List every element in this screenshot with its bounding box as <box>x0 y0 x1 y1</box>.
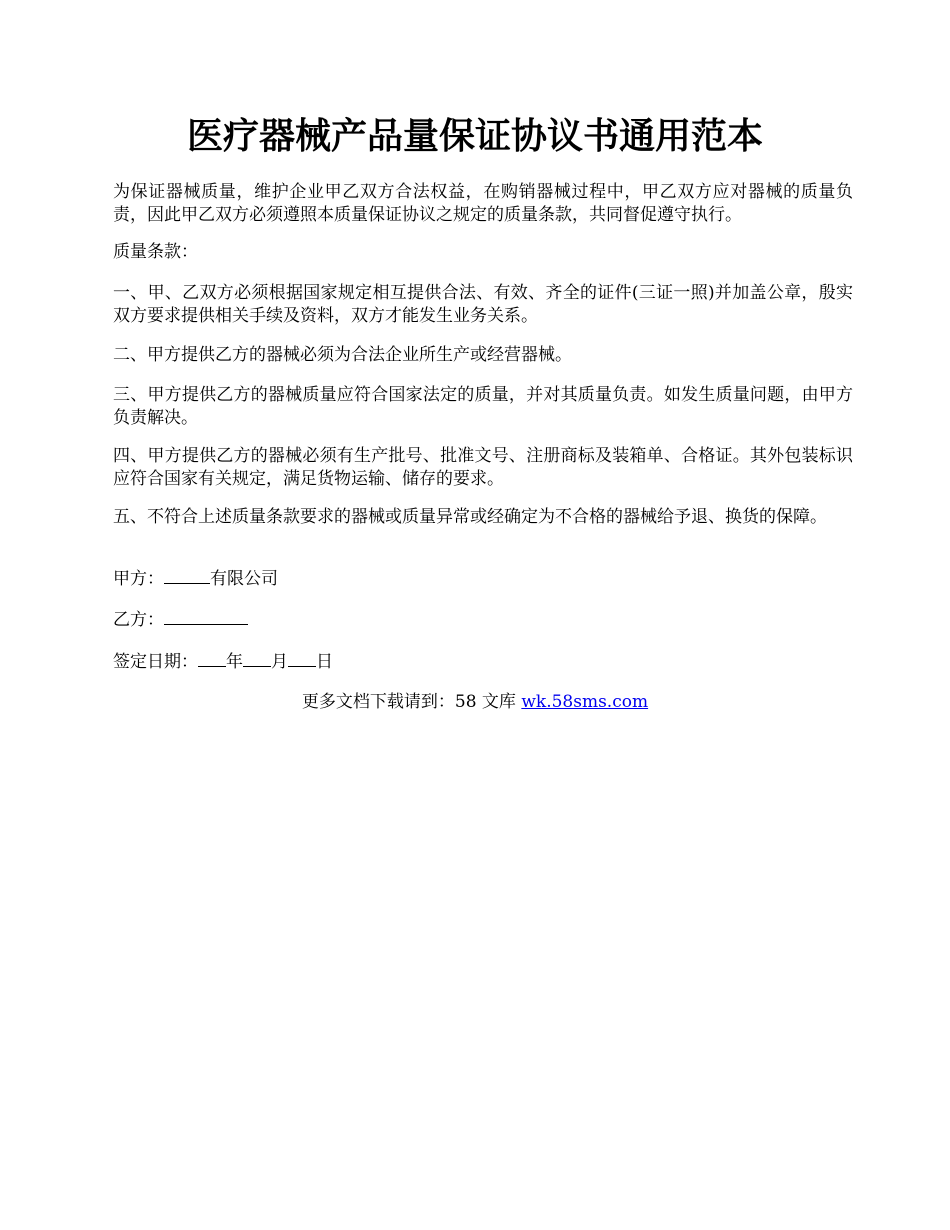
document-title: 医疗器械产品量保证协议书通用范本 <box>186 115 763 157</box>
clause-2: 二、甲方提供乙方的器械必须为合法企业所生产或经营器械。 <box>113 345 572 365</box>
date-label: 签定日期： <box>113 652 198 672</box>
clause-1: 一、甲、乙双方必须根据国家规定相互提供合法、有效、齐全的证件(三证一照)并加盖公章，殷实双方要求提供相关手续及资料，双方才能发生业务关系。 <box>113 283 853 326</box>
party-a-line <box>113 567 853 591</box>
party-a-blank <box>164 567 210 584</box>
year-blank <box>198 650 226 667</box>
footer-link[interactable]: wk.58sms.com <box>521 692 649 712</box>
date-day: 日 <box>316 652 333 672</box>
clauses-heading: 质量条款： <box>113 242 198 262</box>
date-year: 年 <box>226 652 243 672</box>
party-a-suffix: 有限公司 <box>210 569 278 589</box>
footer-text: 更多文档下载请到：58 文库 <box>301 692 522 712</box>
clause-3: 三、甲方提供乙方的器械质量应符合国家法定的质量，并对其质量负责。如发生质量问题，由甲方负责解决。 <box>113 385 853 428</box>
party-a-label: 甲方： <box>113 569 164 589</box>
clause-5: 五、不符合上述质量条款要求的器械或质量异常或经确定为不合格的器械给予退、换货的保障。 <box>113 507 827 527</box>
party-b-line <box>113 608 853 632</box>
clause-4: 四、甲方提供乙方的器械必须有生产批号、批准文号、注册商标及装箱单、合格证。其外包装标识应符合国家有关规定，满足货物运输、储存的要求。 <box>113 446 853 489</box>
footer-line <box>0 691 950 714</box>
signing-date-line <box>113 650 853 674</box>
party-b-label: 乙方： <box>113 610 164 630</box>
month-blank <box>243 650 271 667</box>
day-blank <box>288 650 316 667</box>
date-month: 月 <box>271 652 288 672</box>
party-b-blank <box>164 608 248 625</box>
intro-paragraph: 为保证器械质量，维护企业甲乙双方合法权益，在购销器械过程中，甲乙双方应对器械的质量负责，因此甲乙双方必须遵照本质量保证协议之规定的质量条款，共同督促遵守执行。 <box>113 182 853 225</box>
